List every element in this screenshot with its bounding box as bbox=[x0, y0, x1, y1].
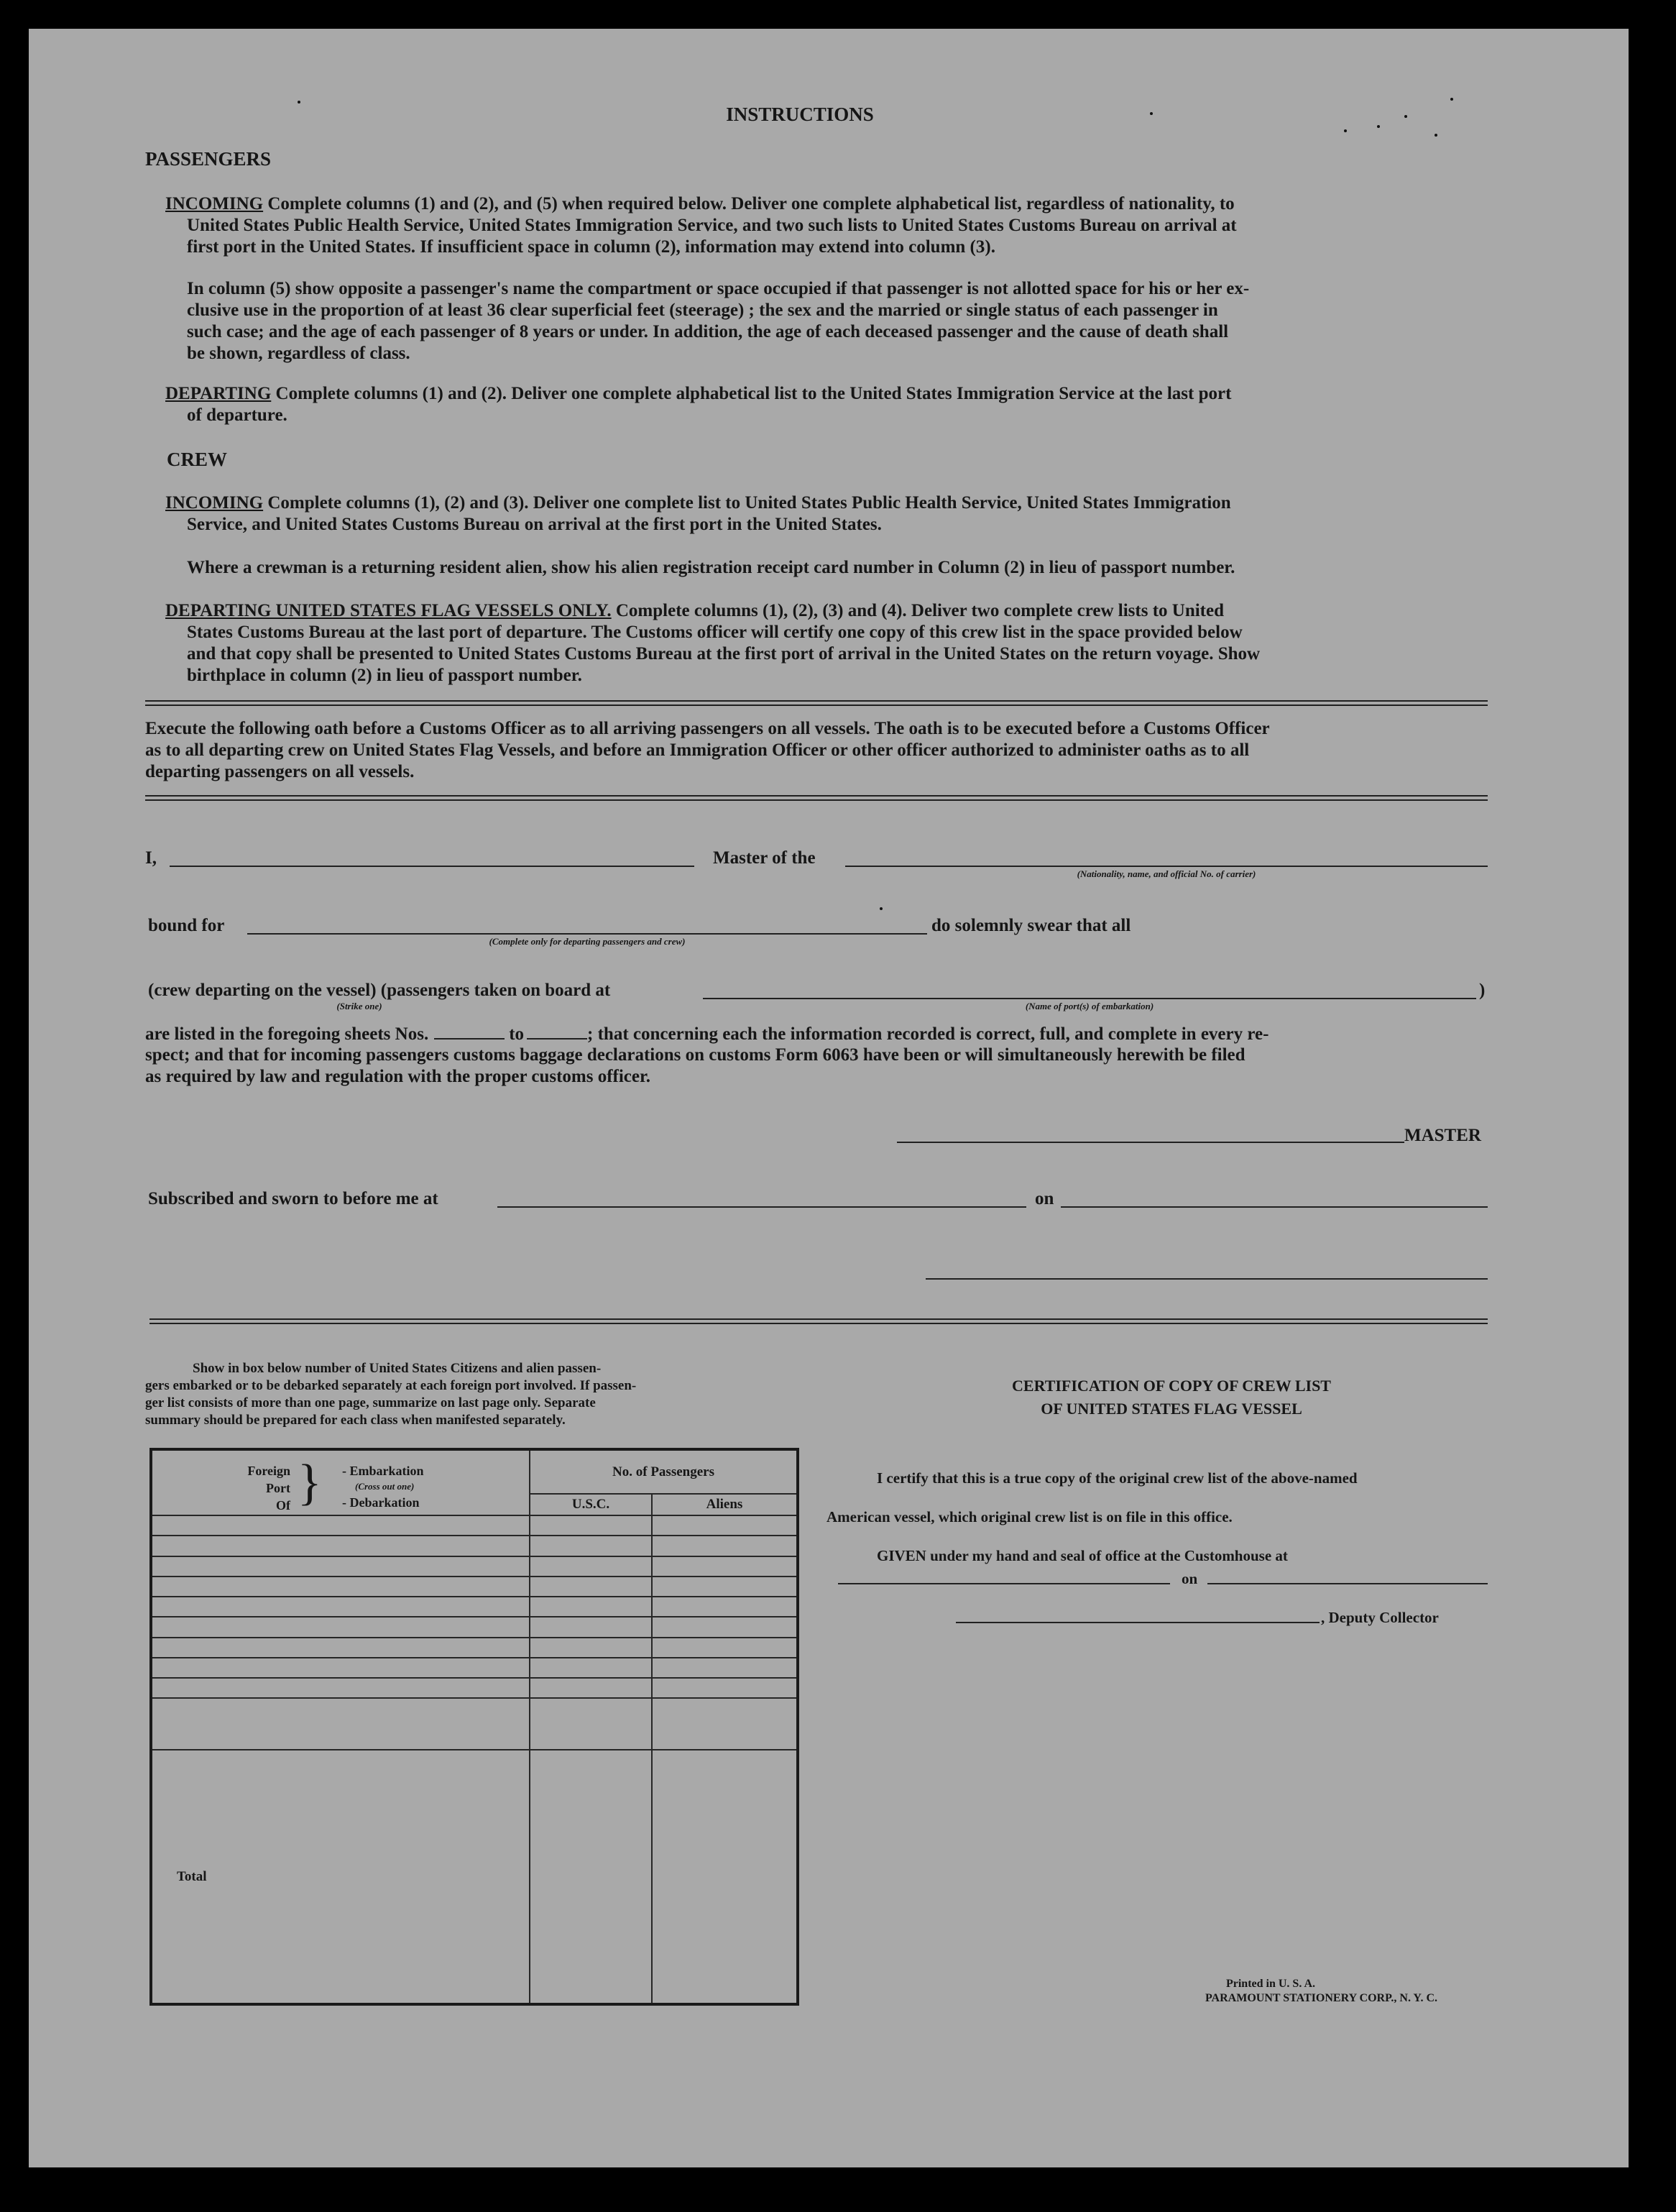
crew-incoming-label: INCOMING bbox=[165, 493, 264, 513]
passengers-incoming-line-1: INCOMING Complete columns (1) and (2), and (5) when required below. Deliver one complete alphabetical list, regardless of nationality, to bbox=[165, 194, 1235, 214]
master-name-field[interactable] bbox=[170, 866, 694, 867]
usc-cell[interactable] bbox=[530, 1597, 652, 1617]
subscribed-label: Subscribed and sworn to before me at bbox=[148, 1189, 438, 1208]
sworn-date-field[interactable] bbox=[1061, 1206, 1488, 1208]
usc-cell[interactable] bbox=[530, 1658, 652, 1678]
usc-cell[interactable] bbox=[530, 1577, 652, 1597]
column5-line-1: In column (5) show opposite a passenger's name the compartment or space occupied if that passenger is not allotted space for his or her ex- bbox=[187, 279, 1250, 298]
listed-line-1: are listed in the foregoing sheets Nos. to ; that concerning each the information recorded is correct, full, and complete in every re- bbox=[145, 1022, 1268, 1045]
speck bbox=[1344, 129, 1347, 132]
table-row bbox=[151, 1678, 798, 1698]
oath-instructions-line-3: departing passengers on all vessels. bbox=[145, 762, 415, 781]
bound-for-caption: (Complete only for departing passengers and crew) bbox=[489, 936, 686, 947]
certify-line-2: American vessel, which original crew list is on file in this office. bbox=[827, 1508, 1233, 1525]
embarkation-port-field[interactable] bbox=[703, 998, 1476, 999]
oath-instructions-line-2: as to all departing crew on United States Flag Vessels, and before an Immigration Officer or other officer authorized to administer oaths as to all bbox=[145, 740, 1250, 760]
bound-for-label: bound for bbox=[148, 916, 225, 935]
bound-for-field[interactable] bbox=[247, 933, 927, 935]
strike-one-caption: (Strike one) bbox=[336, 1001, 382, 1011]
aliens-cell[interactable] bbox=[652, 1597, 798, 1617]
usc-cell[interactable] bbox=[530, 1617, 652, 1637]
speck bbox=[880, 907, 883, 910]
page-title: INSTRUCTIONS bbox=[726, 104, 874, 125]
port-cell[interactable] bbox=[151, 1678, 530, 1698]
table-row bbox=[151, 1577, 798, 1597]
aliens-header: Aliens bbox=[652, 1494, 798, 1515]
officer-signature-field[interactable] bbox=[926, 1278, 1488, 1280]
section-divider bbox=[149, 1318, 1488, 1324]
crew-resident-note: Where a crewman is a returning resident alien, show his alien registration receipt card number in Column (2) in lieu of passport number. bbox=[187, 558, 1235, 577]
table-row bbox=[151, 1515, 798, 1536]
given-line: GIVEN under my hand and seal of office at the Customhouse at bbox=[877, 1547, 1288, 1564]
carrier-caption: (Nationality, name, and official No. of carrier) bbox=[1077, 868, 1256, 879]
port-cell[interactable] bbox=[151, 1597, 530, 1617]
speck bbox=[1435, 134, 1437, 137]
master-signature-field[interactable] bbox=[897, 1142, 1404, 1143]
speck bbox=[1450, 98, 1453, 101]
oath-instructions-line-1: Execute the following oath before a Customs Officer as to all arriving passengers on all vessels. The oath is to be executed before a Customs Officer bbox=[145, 719, 1270, 738]
usc-header: U.S.C. bbox=[530, 1494, 652, 1515]
oath-i: I, bbox=[145, 848, 157, 868]
usc-cell[interactable] bbox=[530, 1515, 652, 1536]
certification-title: CERTIFICATION OF COPY OF CREW LIST OF UNITED STATES FLAG VESSEL bbox=[1012, 1377, 1331, 1418]
sheet-from-field[interactable] bbox=[434, 1022, 505, 1040]
crew-flag-line-4: birthplace in column (2) in lieu of passport number. bbox=[187, 666, 582, 685]
section-divider bbox=[145, 795, 1488, 801]
table-row bbox=[151, 1597, 798, 1617]
oath-line-2: spect; and that for incoming passengers customs baggage declarations on customs Form 6063 have been or will simultaneously herewith be filed bbox=[145, 1045, 1246, 1065]
port-cell[interactable] bbox=[151, 1577, 530, 1597]
deputy-collector-field[interactable] bbox=[956, 1622, 1320, 1623]
close-paren: ) bbox=[1479, 981, 1486, 1000]
column5-line-4: be shown, regardless of class. bbox=[187, 344, 410, 363]
brace: } bbox=[298, 1455, 322, 1510]
passenger-summary-table bbox=[149, 1448, 799, 2006]
sheet-to-field[interactable] bbox=[527, 1022, 587, 1040]
certify-line-1: I certify that this is a true copy of the original crew list of the above-named bbox=[877, 1469, 1358, 1487]
printer-imprint: Printed in U. S. A. PARAMOUNT STATIONERY CORP., N. Y. C. bbox=[1205, 1978, 1437, 2004]
passengers-heading: PASSENGERS bbox=[145, 148, 272, 170]
usc-cell[interactable] bbox=[530, 1536, 652, 1556]
sworn-place-field[interactable] bbox=[497, 1206, 1026, 1208]
usc-cell[interactable] bbox=[530, 1638, 652, 1658]
passengers-departing-line-1: DEPARTING Complete columns (1) and (2). Deliver one complete alphabetical list to the United States Immigration Service at the last port bbox=[165, 384, 1232, 403]
crew-departing-text: (crew departing on the vessel) (passengers taken on board at bbox=[148, 981, 611, 1000]
port-cell[interactable] bbox=[151, 1556, 530, 1577]
total-label: Total bbox=[151, 1750, 530, 2004]
certification-date-field[interactable] bbox=[1207, 1583, 1488, 1584]
table-row bbox=[151, 1658, 798, 1678]
master-of-label: Master of the bbox=[713, 848, 816, 868]
passengers-departing-line-2: of departure. bbox=[187, 405, 287, 425]
crew-incoming-line-2: Service, and United States Customs Bureau on arrival at the first port in the United States. bbox=[187, 515, 882, 534]
port-cell[interactable] bbox=[151, 1536, 530, 1556]
carrier-field[interactable] bbox=[845, 866, 1488, 867]
crew-flag-line-2: States Customs Bureau at the last port of departure. The Customs officer will certify one copy of this crew list in the space provided below bbox=[187, 623, 1243, 642]
port-cell[interactable] bbox=[151, 1638, 530, 1658]
incoming-label: INCOMING bbox=[165, 194, 264, 214]
total-row bbox=[151, 1750, 798, 2004]
flag-vessels-label: DEPARTING UNITED STATES FLAG VESSELS ONLY. bbox=[165, 601, 612, 620]
section-divider bbox=[145, 700, 1488, 706]
total-aliens-cell[interactable] bbox=[652, 1750, 798, 2004]
aliens-cell[interactable] bbox=[652, 1698, 798, 1750]
aliens-cell[interactable] bbox=[652, 1515, 798, 1536]
passengers-incoming-line-2: United States Public Health Service, United States Immigration Service, and two such lists to United States Customs Bureau on arrival at bbox=[187, 216, 1237, 235]
table-row bbox=[151, 1638, 798, 1658]
aliens-cell[interactable] bbox=[652, 1577, 798, 1597]
total-usc-cell[interactable] bbox=[530, 1750, 652, 2004]
aliens-cell[interactable] bbox=[652, 1556, 798, 1577]
port-cell[interactable] bbox=[151, 1617, 530, 1637]
form-page bbox=[29, 29, 1629, 2167]
no-of-passengers-header: No. of Passengers bbox=[530, 1449, 798, 1494]
aliens-cell[interactable] bbox=[652, 1617, 798, 1637]
crew-incoming-line-1: INCOMING Complete columns (1), (2) and (3). Deliver one complete list to United States Public Health Service, United States Immigration bbox=[165, 493, 1231, 513]
customhouse-field[interactable] bbox=[838, 1583, 1170, 1584]
usc-cell[interactable] bbox=[530, 1678, 652, 1698]
aliens-cell[interactable] bbox=[652, 1536, 798, 1556]
passengers-incoming-line-3: first port in the United States. If insufficient space in column (2), information may extend into column (3). bbox=[187, 237, 995, 257]
sworn-on-label: on bbox=[1035, 1189, 1054, 1208]
oath-line-3: as required by law and regulation with the proper customs officer. bbox=[145, 1067, 651, 1086]
port-cell[interactable] bbox=[151, 1658, 530, 1678]
table-row bbox=[151, 1698, 798, 1750]
certification-on-label: on bbox=[1182, 1570, 1198, 1587]
port-cell[interactable] bbox=[151, 1515, 530, 1536]
port-cell[interactable] bbox=[151, 1698, 530, 1750]
crew-heading: CREW bbox=[167, 449, 228, 470]
foreign-port-header: Foreign Port Of } - Embarkation (Cross out one) - Debarkation bbox=[151, 1449, 530, 1515]
usc-cell[interactable] bbox=[530, 1698, 652, 1750]
deputy-collector-label: , Deputy Collector bbox=[1321, 1609, 1439, 1626]
swear-text: do solemnly swear that all bbox=[931, 916, 1131, 935]
column5-line-2: clusive use in the proportion of at least 36 clear superficial feet (steerage) ; the sex and the married or single status of each passenger in bbox=[187, 300, 1218, 320]
crew-flag-line-3: and that copy shall be presented to United States Customs Bureau at the first port of arrival in the United States on the return voyage. Show bbox=[187, 644, 1261, 664]
aliens-cell[interactable] bbox=[652, 1658, 798, 1678]
port-caption: (Name of port(s) of embarkation) bbox=[1025, 1001, 1154, 1011]
departing-label: DEPARTING bbox=[165, 384, 272, 403]
table-row bbox=[151, 1617, 798, 1637]
aliens-cell[interactable] bbox=[652, 1638, 798, 1658]
column5-line-3: such case; and the age of each passenger of 8 years or under. In addition, the age of each deceased passenger and the cause of death shall bbox=[187, 322, 1229, 341]
master-label: MASTER bbox=[1404, 1126, 1481, 1145]
crew-flag-line-1: DEPARTING UNITED STATES FLAG VESSELS ONLY. Complete columns (1), (2), (3) and (4). Deliver two complete crew lists to United bbox=[165, 601, 1225, 620]
aliens-cell[interactable] bbox=[652, 1678, 798, 1698]
usc-cell[interactable] bbox=[530, 1556, 652, 1577]
table-row bbox=[151, 1556, 798, 1577]
table-row bbox=[151, 1536, 798, 1556]
summary-instructions: Show in box below number of United States Citizens and alien passen- gers embarked or to be debarked separately at each foreign port involved. If passen- ger list consists of more than one page, summarize on last page only. Separate summary should be prepared for each class when manifested separately. bbox=[145, 1361, 637, 1428]
